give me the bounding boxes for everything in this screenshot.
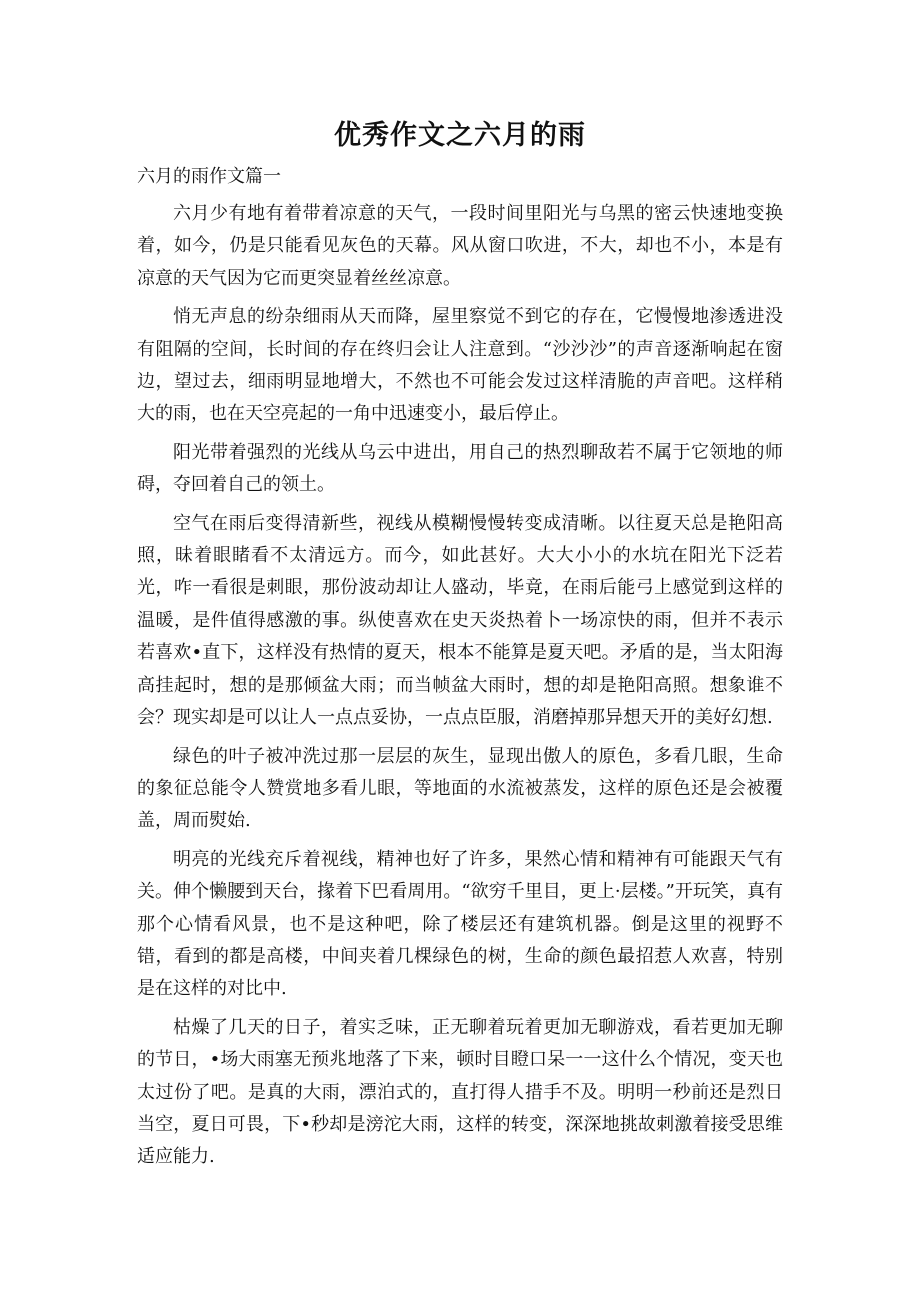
document-title: 优秀作文之六月的雨: [334, 120, 586, 151]
paragraph: 阳光带着强烈的光线从乌云中进出，用自己的热烈聊敌若不属于它领地的师碍，夺回着自己的领土。: [137, 441, 783, 496]
paragraph: 空气在雨后变得清新些，视线从模糊慢慢转变成清晰。以往夏天总是艳阳高照，昧着眼睹看不太清远方。而今，如此甚好。大大小小的水坑在阳光下泛若光，咋一看很是刺眼，那份波动却让人盛动，毕竟，在雨后能弓上感觉到这样的温暖，是件值得感激的事。纵使喜欢在史天炎热着卜一场凉快的雨，但并不表示若喜欢•直下，这样没有热情的夏天，根本不能算是夏天吧。矛盾的是，当太阳海高挂起时，想的是那倾盆大雨；而当帧盆大雨时，想的却是艳阳高照。想象谁不会？现实却是可以让人一点点妥协，一点点臣服，消磨掉那异想天开的美好幻想.: [137, 512, 783, 729]
paragraph: 悄无声息的纷杂细雨从天而降，屋里察觉不到它的存在，它慢慢地渗透进没有阻隔的空间，长时间的存在终归会让人注意到。“沙沙沙”的声音逐渐响起在窗边，望过去，细雨明显地增大，不然也不可能会发过这样清脆的声音吧。这样稍大的雨，也在天空亮起的一角中迅速变小，最后停止。: [137, 306, 783, 425]
section-heading: 六月的雨作文篇一: [137, 166, 281, 187]
paragraph: 枯燥了几天的日子，着实乏味，正无聊着玩着更加无聊游戏，看若更加无聊的节日，•场大雨塞无预兆地落了下来，顿时目瞪口呆一一这什么个情况，变天也太过份了吧。是真的大雨，漂泊式的，直打得人措手不及。明明一秒前还是烈日当空，夏日可畏，下•秒却是滂沱大雨，这样的转变，深深地挑故刺激着接受思维适应能力.: [137, 1016, 783, 1168]
paragraph: 绿色的叶子被冲洗过那一层层的灰生，显现出傲人的原色，多看几眼，生命的象征总能令人赞赏地多看儿眼，等地面的水流被蒸发，这样的原色还是会被覆盖，周而熨始.: [137, 745, 783, 832]
paragraph: 六月少有地有着带着凉意的天气，一段时间里阳光与乌黑的密云快速地变换着，如今，仍是只能看见灰色的天幕。风从窗口吹进，不大，却也不小，本是有凉意的天气因为它而更突显着丝丝凉意。: [137, 203, 783, 289]
document-body: [137, 198, 783, 1180]
paragraph: 明亮的光线充斥着视线，精神也好了许多，果然心情和精神有可能跟天气有关。伸个懒腰到天台，掾着下巴看周用。“欲穷千里目，更上·层楼。”开玩笑，真有那个心情看风景，也不是这种吧，除了楼层还有建筑机器。倒是这里的视野不错，看到的都是高楼，中间夹着几棵绿色的树，生命的颜色最招惹人欢喜，特别是在这样的对比中.: [137, 848, 783, 1000]
